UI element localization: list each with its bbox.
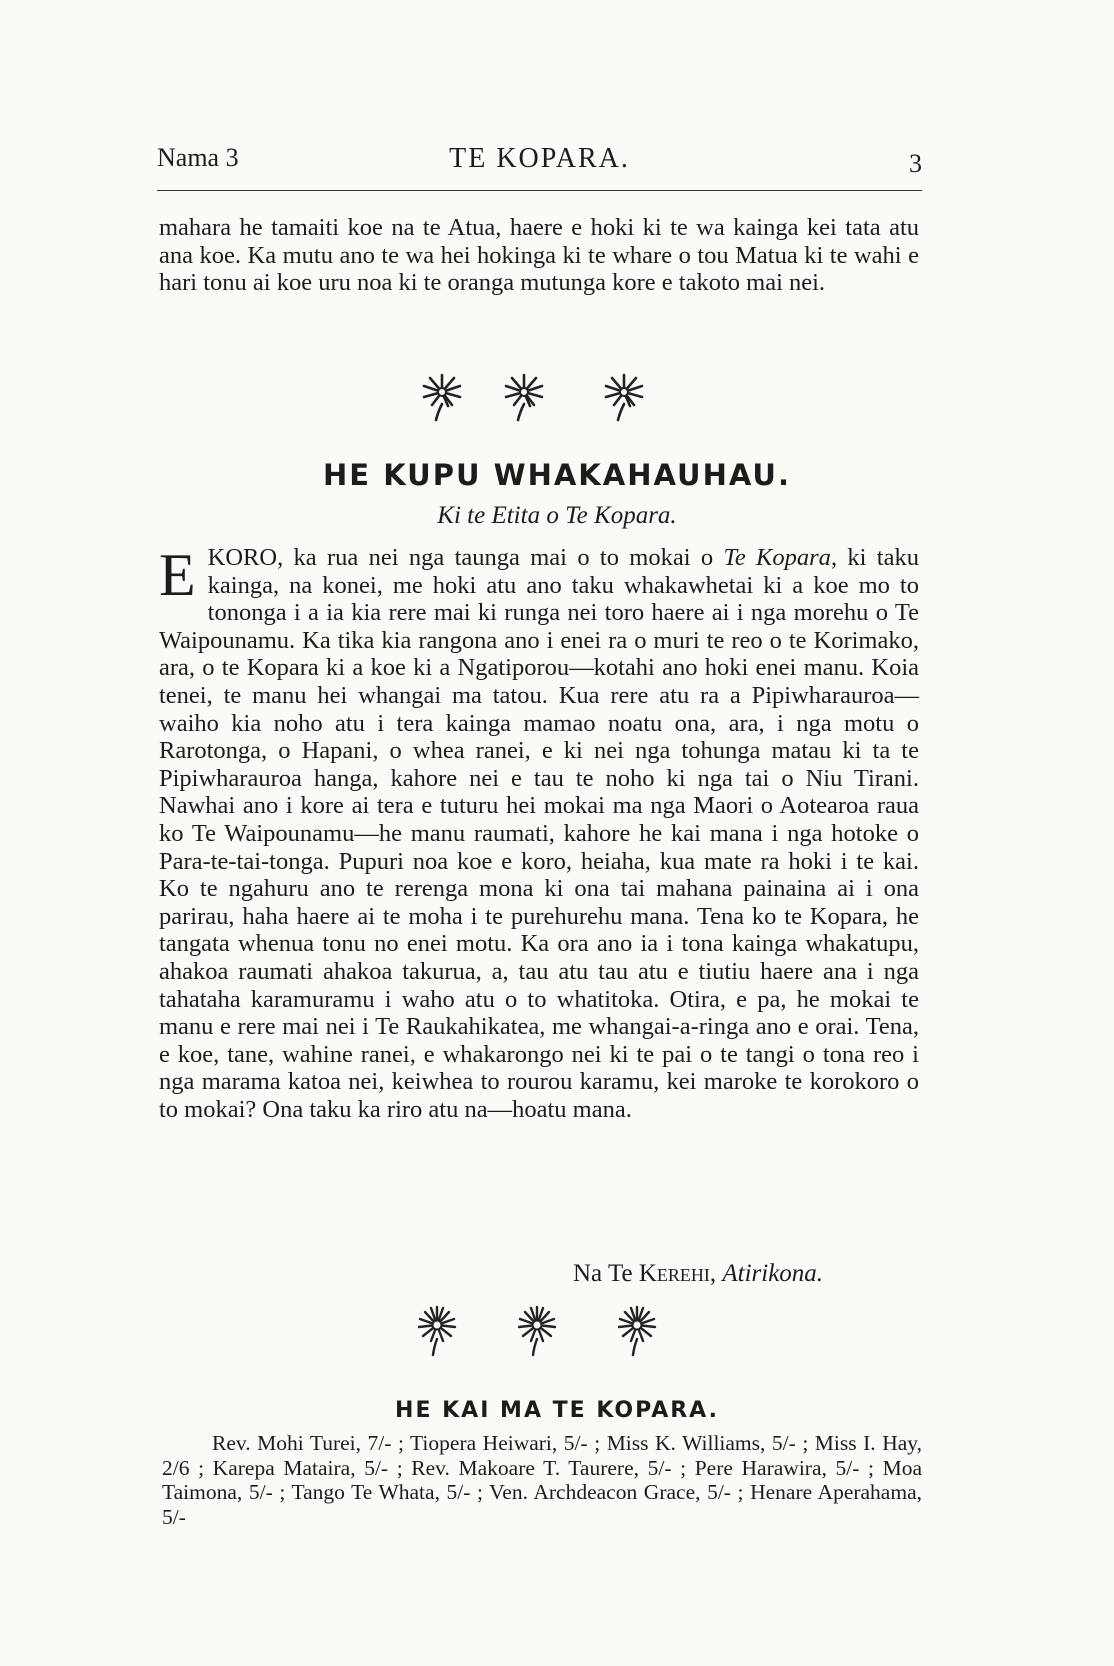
donations-title: HE KAI MA TE KOPARA. <box>395 1398 719 1423</box>
floral-ornament-icon <box>512 1305 562 1357</box>
page-number: 3 <box>909 149 922 178</box>
donations-list: Rev. Mohi Turei, 7/- ; Tiopera Heiwari, 5/- ; Miss K. Williams, 5/- ; Miss I. Hay, 2/6 ; Karepa Mataira, 5/- ; Rev. Makoare T. Taurere, 5/- ; Pere Harawira, 5/- ; Moa Taimona, 5/- ; Tango Te Whata, 5/- ; Ven. Archdeacon Grace, 5/- ; Henare Aperahama, 5/- <box>162 1431 922 1529</box>
article-body <box>159 544 919 1123</box>
article-subtitle: Ki te Etita o Te Kopara. <box>437 502 677 529</box>
header-rule <box>157 190 922 191</box>
running-title: TE KOPARA. <box>449 143 630 174</box>
floral-ornament-icon <box>418 372 466 424</box>
article-title: HE KUPU WHAKAHAUHAU. <box>323 458 791 492</box>
body-text: , ki taku kainga, na konei, me hoki atu ano taku whakawhetai ki a koe mo to tononga i a ia kia rere mai ki runga nei toro haere ai i nga morehu o Te Waipounamu. Ka tika kia rangona ano i enei ra o muri te reo o te Korimako, ara, o te Kopara ki a koe ki a Ngatiporou—kotahi ano hoki enei manu. Koia tenei, te manu hei whangai ma tatou. Kua rere atu ra a Pipiwharauroa— waiho kia noho atu i tera kainga mamao noatu ona, ara, i nga motu o Rarotonga, o Hapani, o whea ranei, e ki nei nga tohunga matau ki ta te Pipiwharauroa hanga, kahore nei e tau te noho ki nga tai o Niu Tirani. Nawhai ano i kore ai tera e tuturu hei mokai ma nga Maori o Aotearoa raua ko Te Waipounamu—he manu raumati, kahore he kai mana i nga hotoke o Para-te-tai-tonga. Pupuri noa koe e koro, heiaha, kua mate ra hoki i te kai. Ko te ngahuru ano te rerenga mona ki ona tai mahana painaina ai i ona parirau, haha haere ai te moha i te purehurehu mana. Tena ko te Kopara, he tangata whenua tonu no enei motu. Ka ora ano ia i tona kainga whakatupu, ahakoa raumati ahakoa takurua, a, tau atu tau atu e tiutiu haere ana i nga tahataha karamuramu i waho atu o to whatitoka. Otira, e pa, he mokai te manu e rere mai nei i Te Raukahikatea, me whangai-a-ringa ano e orai. Tena, e koe, tane, wahine ranei, e whakarongo nei ki te pai o te tangi o tona reo i nga marama katoa nei, keiwhea to rourou karamu, kei maroke te korokoro o to mokai? Ona taku ka riro atu na—hoatu mana. <box>159 544 919 1123</box>
newspaper-name: Te Kopara <box>723 544 831 571</box>
opening-words: KORO, ka rua nei nga taunga mai o to mokai o <box>207 544 724 571</box>
signature <box>573 1260 823 1288</box>
floral-ornament-icon <box>500 372 548 424</box>
signature-name: Kerehi <box>638 1260 710 1287</box>
signature-prefix: Na Te <box>573 1260 639 1287</box>
floral-ornament-icon <box>412 1305 462 1357</box>
ornament-row <box>0 1305 1114 1365</box>
signature-separator: , <box>709 1260 723 1287</box>
page-header <box>157 143 922 183</box>
drop-cap: E <box>159 542 196 608</box>
signature-title: Atirikona. <box>722 1260 824 1287</box>
floral-ornament-icon <box>600 372 648 424</box>
continuation-paragraph: mahara he tamaiti koe na te Atua, haere e hoki ki te wa kainga kei tata atu ana koe. Ka mutu ano te wa hei hokinga ki te whare o tou Matua ki te wahi e hari tonu ai koe uru noa ki te oranga mutunga kore e takoto mai nei. <box>159 214 919 297</box>
issue-number: Nama 3 <box>157 143 239 172</box>
floral-ornament-icon <box>612 1305 662 1357</box>
ornament-row <box>0 372 1114 432</box>
